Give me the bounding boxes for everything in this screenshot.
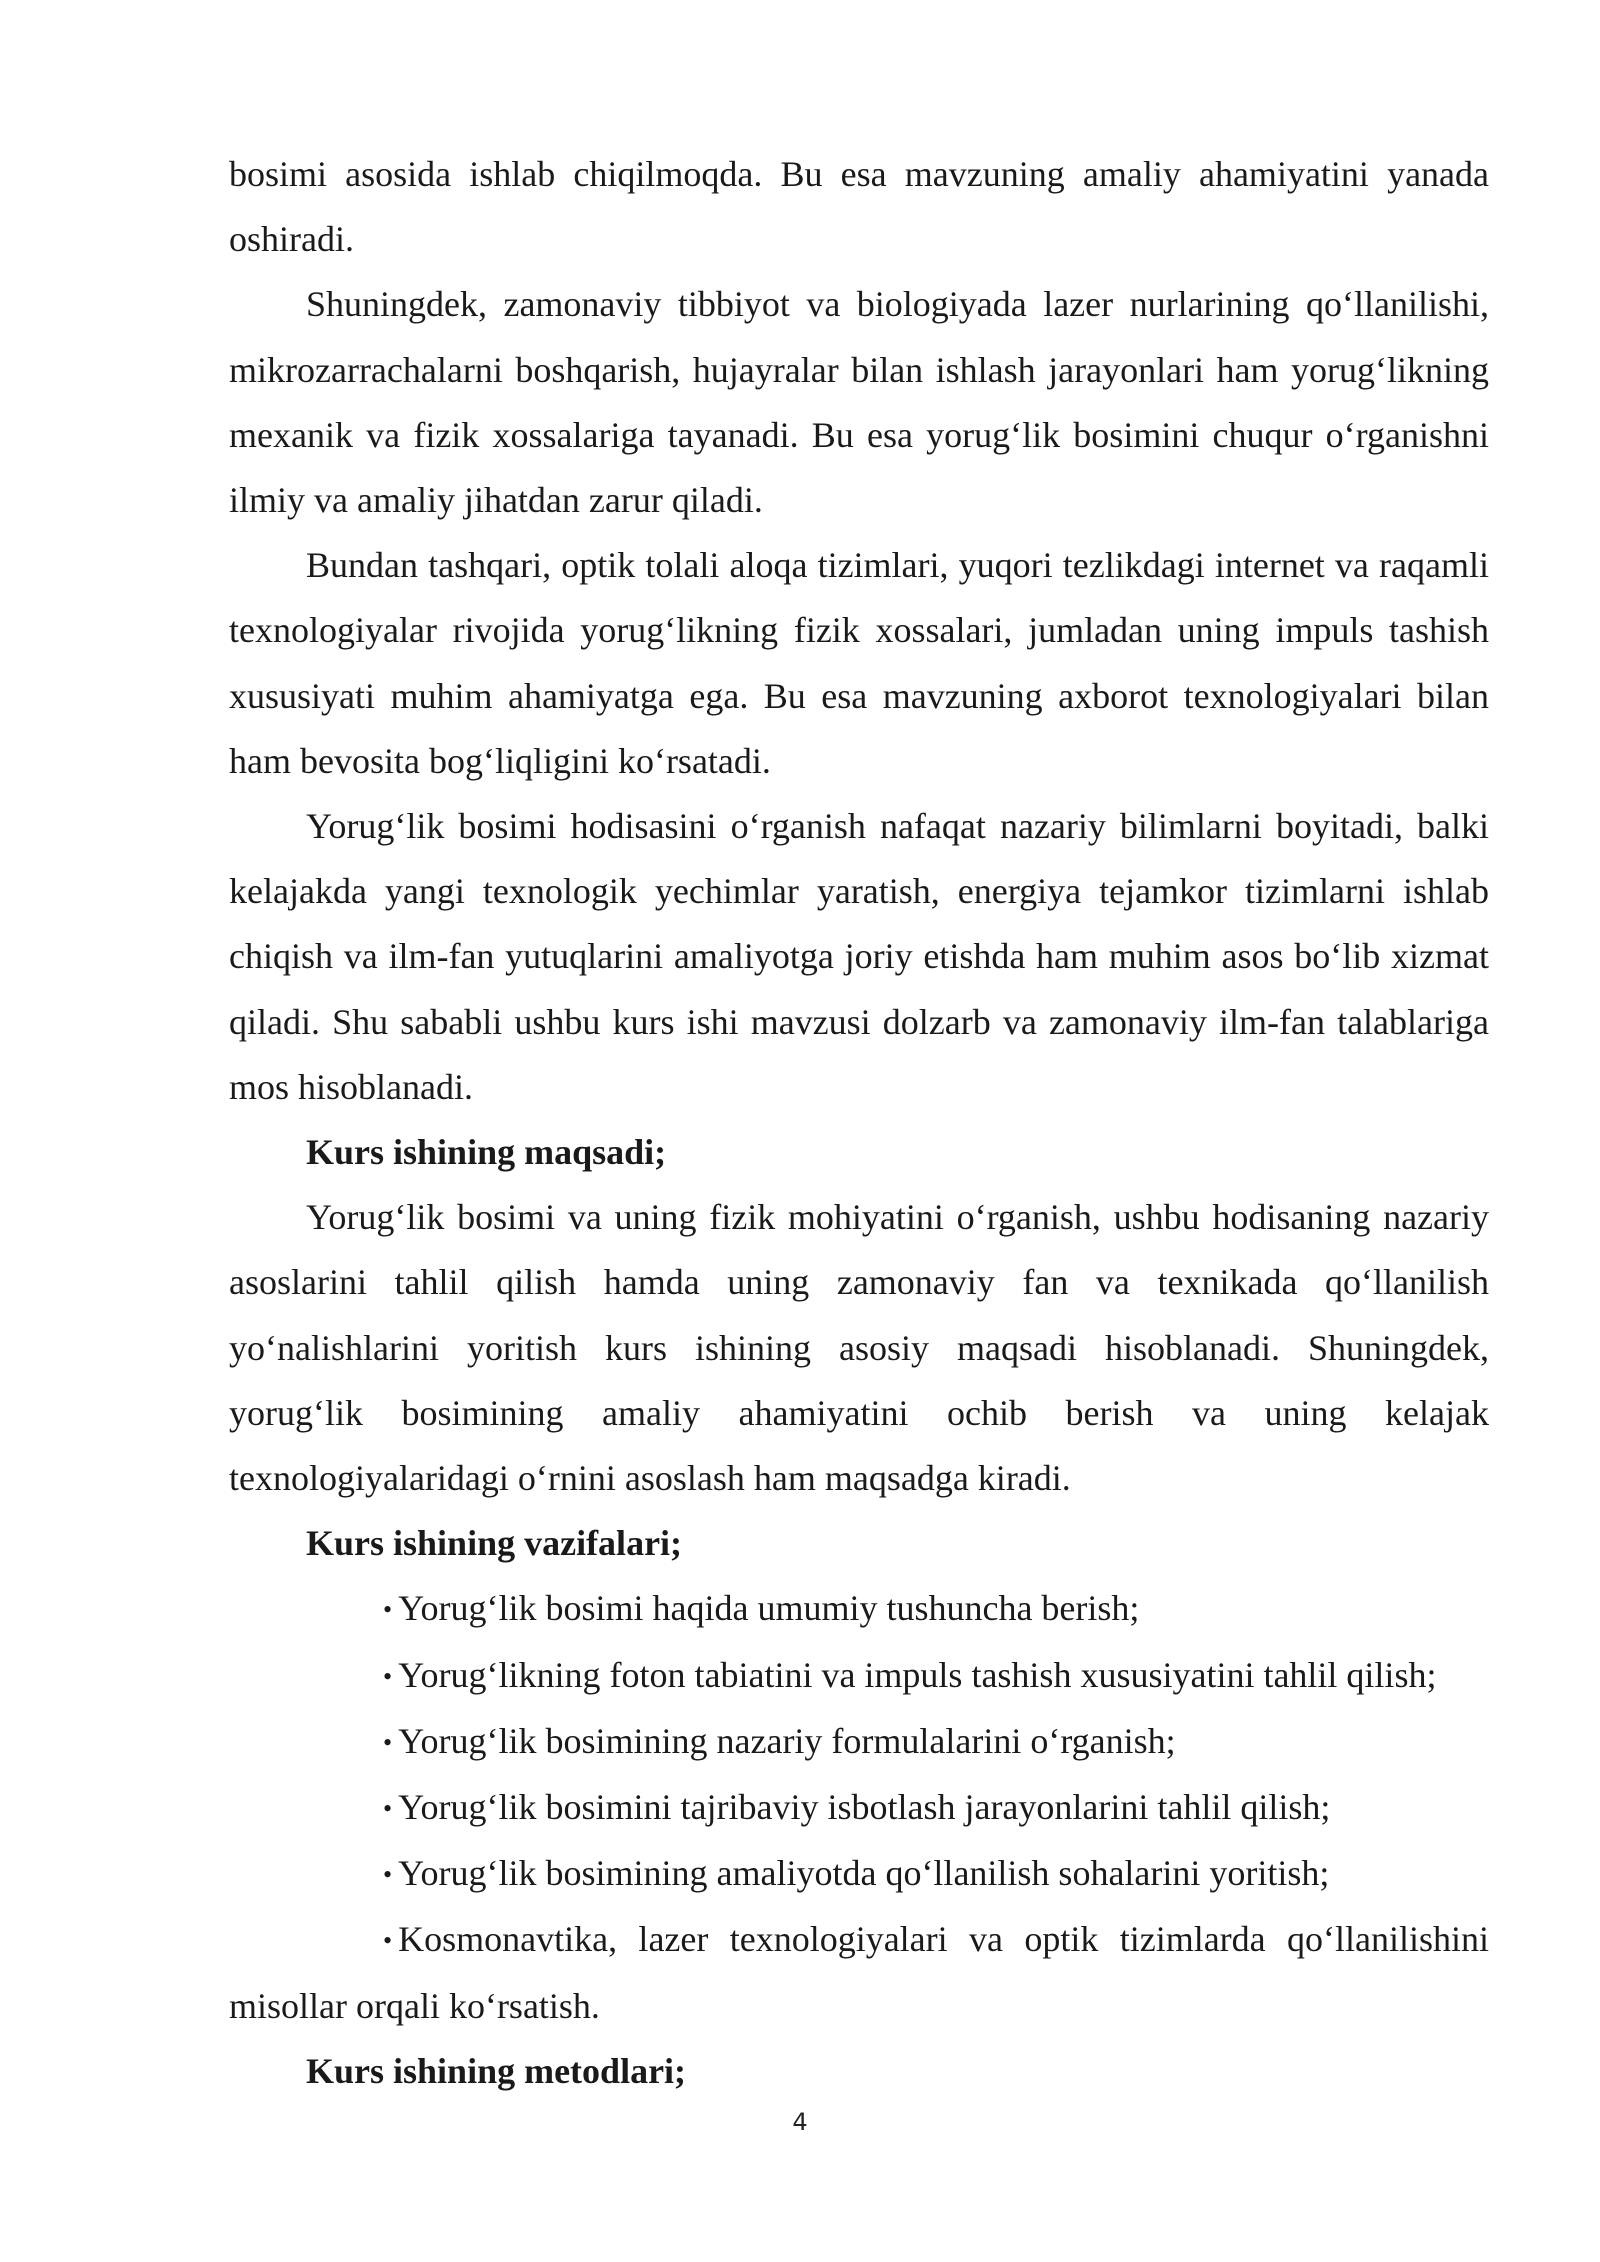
page-content	[229, 142, 1489, 2104]
bullet-icon: •	[383, 1727, 393, 1757]
task-text: Kosmonavtika, lazer texnologiyalari va optik tizimlarda qo‘llanilishini misollar orqali ko‘rsatish.	[229, 1919, 1489, 2026]
task-item	[229, 1576, 1489, 1642]
task-item	[229, 1841, 1489, 1907]
task-text: Yorug‘lik bosimining nazariy formulalarini o‘rganish;	[398, 1720, 1176, 1761]
bullet-icon: •	[383, 1860, 393, 1890]
task-item	[229, 1775, 1489, 1841]
page-number: 4	[792, 2108, 808, 2136]
bullet-icon: •	[383, 1595, 393, 1625]
paragraph-continuation: bosimi asosida ishlab chiqilmoqda. Bu esa mavzuning amaliy ahamiyatini yanada oshiradi.	[229, 154, 1489, 260]
task-text: Yorug‘likning foton tabiatini va impuls tashish xususiyatini tahlil qilish;	[398, 1654, 1437, 1695]
task-item	[229, 1709, 1489, 1775]
task-text: Yorug‘lik bosimi haqida umumiy tushuncha berish;	[398, 1588, 1140, 1629]
methods-heading: Kurs ishining metodlari;	[306, 2050, 687, 2091]
paragraph-relevance: Yorug‘lik bosimi hodisasini o‘rganish nafaqat nazariy bilimlarni boyitadi, balki kelajakda yangi texnologik yechimlar yaratish, energiya tejamkor tizimlarni ishlab chiqish va ilm-fan yutuqlarini amaliyotga joriy etishda ham muhim asos bo‘lib xizmat qiladi. Shu sababli ushbu kurs ishi mavzusi dolzarb va zamonaviy ilm-fan talablariga mos hisoblanadi.	[229, 806, 1489, 1107]
task-item	[229, 1643, 1489, 1709]
goal-heading: Kurs ishining maqsadi;	[306, 1132, 667, 1173]
task-item	[229, 1907, 1489, 2038]
task-text: Yorug‘lik bosimini tajribaviy isbotlash jarayonlarini tahlil qilish;	[398, 1787, 1331, 1828]
paragraph-optical-fiber: Bundan tashqari, optik tolali aloqa tizimlari, yuqori tezlikdagi internet va raqamli texnologiyalar rivojida yorug‘likning fizik xossalari, jumladan uning impuls tashish xususiyati muhim ahamiyatga ega. Bu esa mavzuning axborot texnologiyalari bilan ham bevosita bog‘liqligini ko‘rsatadi.	[229, 545, 1489, 781]
bullet-icon: •	[383, 1794, 393, 1824]
task-text: Yorug‘lik bosimining amaliyotda qo‘llanilish sohalarini yoritish;	[398, 1853, 1330, 1894]
goal-paragraph: Yorug‘lik bosimi va uning fizik mohiyatini o‘rganish, ushbu hodisaning nazariy asoslarini tahlil qilish hamda uning zamonaviy fan va texnikada qo‘llanilish yo‘nalishlarini yoritish kurs ishining asosiy maqsadi hisoblanadi. Shuningdek, yorug‘lik bosimining amaliy ahamiyatini ochib berish va uning kelajak texnologiyalaridagi o‘rnini asoslash ham maqsadga kiradi.	[229, 1197, 1489, 1499]
paragraph-medicine: Shuningdek, zamonaviy tibbiyot va biologiyada lazer nurlarining qo‘llanilishi, mikrozarrachalarni boshqarish, hujayralar bilan ishlash jarayonlari ham yorug‘likning mexanik va fizik xossalariga tayanadi. Bu esa yorug‘lik bosimini chuqur o‘rganishni ilmiy va amaliy jihatdan zarur qiladi.	[229, 284, 1489, 521]
bullet-icon: •	[383, 1661, 393, 1691]
bullet-icon: •	[383, 1926, 393, 1956]
tasks-heading: Kurs ishining vazifalari;	[306, 1523, 683, 1564]
